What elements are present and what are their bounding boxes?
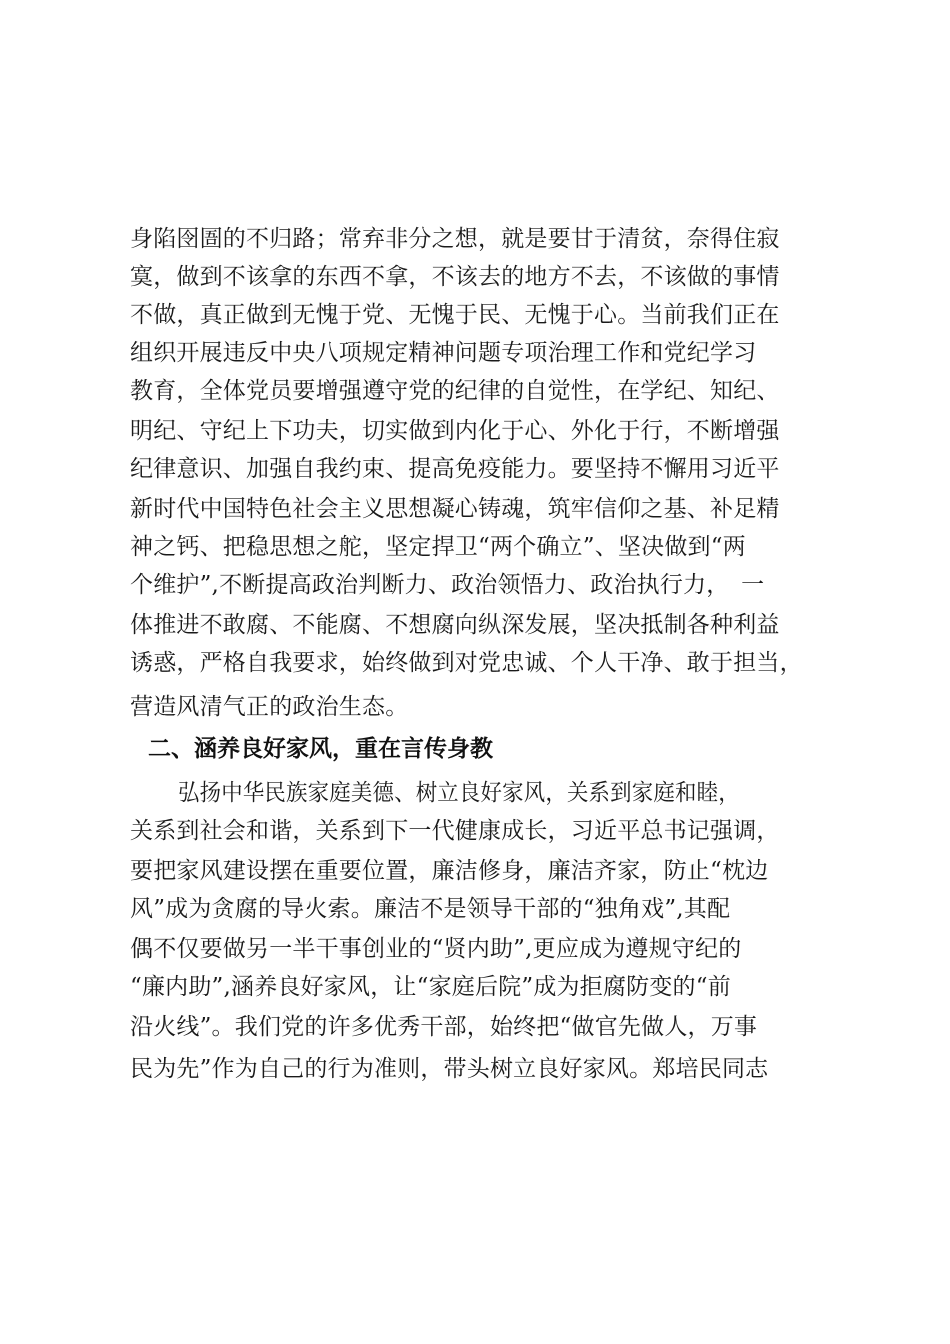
body-text-line: 弘扬中华民族家庭美德、树立良好家风，关系到家庭和睦， <box>178 780 740 806</box>
body-text-line: 沿火线”。我们党的许多优秀干部，始终把“做官先做人，万事 <box>130 1014 758 1040</box>
body-text-line: 民为先”作为自己的行为准则，带头树立良好家风。郑培民同志 <box>130 1056 769 1082</box>
body-text-line: 关系到社会和谐，关系到下一代健康成长，习近平总书记强调， <box>130 818 780 844</box>
body-text-line: 组织开展违反中央八项规定精神问题专项治理工作和党纪学习 <box>130 340 757 366</box>
body-text-line: 风”成为贪腐的导火索。廉洁不是领导干部的“独角戏”,其配 <box>130 896 731 922</box>
body-text-line: 体推进不敢腐、不能腐、不想腐向纵深发展，坚决抵制各种利益 <box>130 612 780 638</box>
section-heading: 二、涵养良好家风，重在言传身教 <box>148 736 493 762</box>
body-text-line: 偶不仅要做另一半干事创业的“贤内助”,更应成为遵规守纪的 <box>130 936 742 962</box>
body-text-line: 营造风清气正的政治生态。 <box>130 694 409 720</box>
body-text-line: 要把家风建设摆在重要位置，廉洁修身，廉洁齐家，防止“枕边 <box>130 858 769 884</box>
body-text-line: 神之钙、把稳思想之舵，坚定捍卫“两个确立”、坚决做到“两 <box>130 534 746 560</box>
body-text-line: 个维护”,不断提高政治判断力、政治领悟力、政治执行力， 一 <box>130 572 765 598</box>
body-text-line: 诱惑，严格自我要求，始终做到对党忠诚、个人干净、敢于担当， <box>130 650 803 676</box>
body-text-line: 新时代中国特色社会主义思想凝心铸魂，筑牢信仰之基、补足精 <box>130 496 780 522</box>
body-text-line: 教育，全体党员要增强遵守党的纪律的自觉性，在学纪、知纪、 <box>130 378 780 404</box>
body-text-line: 寞，做到不该拿的东西不拿，不该去的地方不去，不该做的事情 <box>130 264 780 290</box>
body-text-line: 身陷囹圄的不归路；常弃非分之想，就是要甘于清贫，奈得住寂 <box>130 226 780 252</box>
body-text-line: 纪律意识、加强自我约束、提高免疫能力。要坚持不懈用习近平 <box>130 456 780 482</box>
body-text-line: 不做，真正做到无愧于党、无愧于民、无愧于心。当前我们正在 <box>130 302 780 328</box>
body-text-line: “廉内助”,涵养良好家风，让“家庭后院”成为拒腐防变的“前 <box>130 974 731 1000</box>
body-text-line: 明纪、守纪上下功夫，切实做到内化于心、外化于行，不断增强 <box>130 418 780 444</box>
